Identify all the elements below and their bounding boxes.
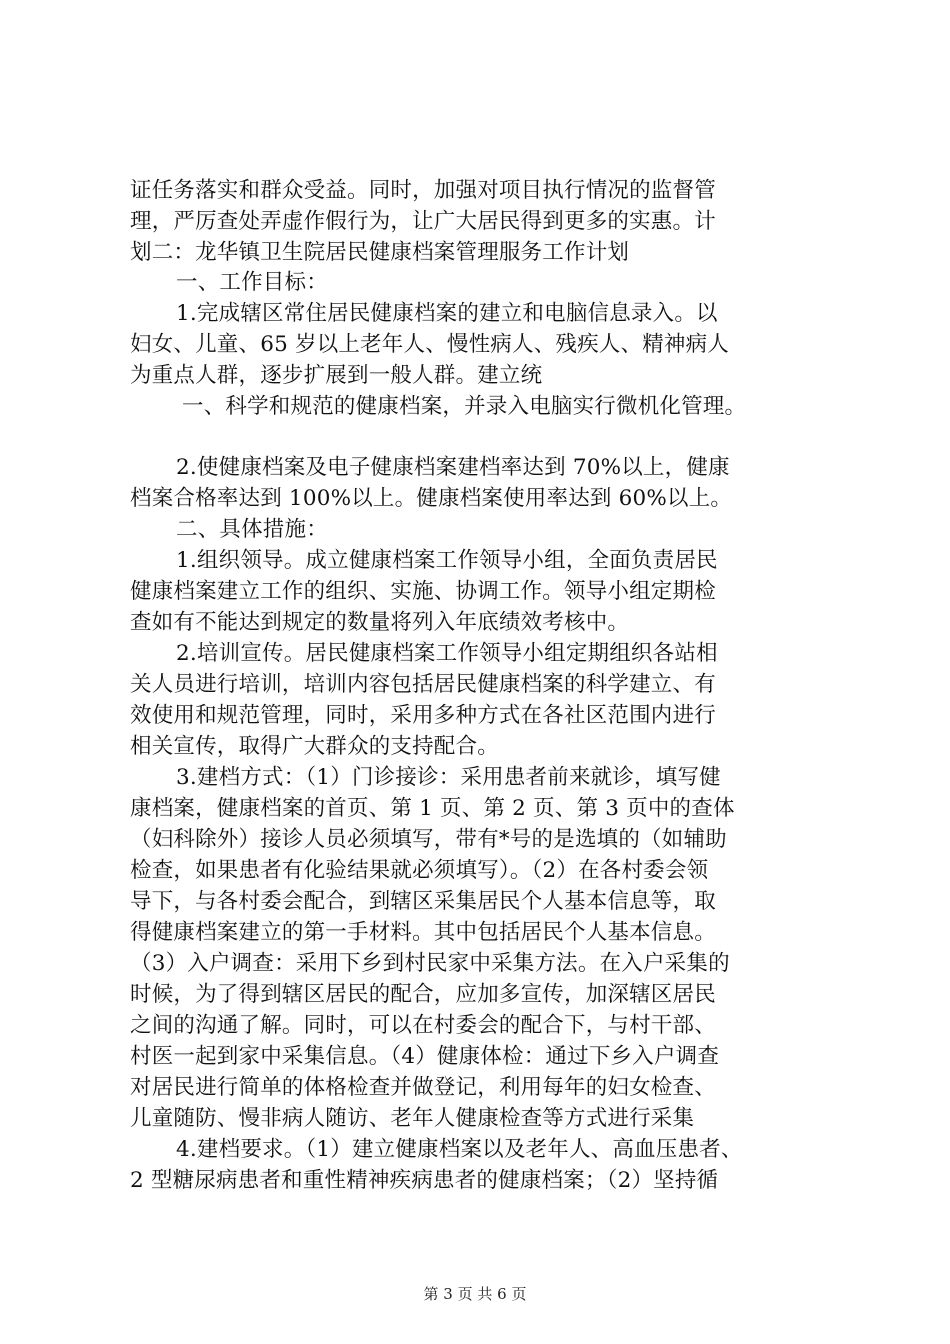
body-text-line: 之间的沟通了解。同时，可以在村委会的配合下，与村干部、 [130, 1013, 716, 1038]
body-text-line: 4.建档要求。（1）建立健康档案以及老年人、高血压患者、 [176, 1137, 743, 1162]
body-text-line: 导下，与各村委会配合，到辖区采集居民个人基本信息等，取 [130, 889, 716, 914]
body-text-line: （妇科除外）接诊人员必须填写，带有*号的是选填的（如辅助 [130, 827, 727, 852]
body-text-line: 2.使健康档案及电子健康档案建档率达到 70%以上，健康 [176, 455, 730, 480]
body-text-line: 康档案，健康档案的首页、第 1 页、第 2 页、第 3 页中的查体 [130, 796, 735, 821]
body-text-line: 2.培训宣传。居民健康档案工作领导小组定期组织各站相 [176, 641, 718, 666]
body-text-line: 档案合格率达到 100%以上。健康档案使用率达到 60%以上。 [130, 486, 733, 511]
section-heading: 一、工作目标： [176, 270, 328, 295]
body-text-line: 划二：龙华镇卫生院居民健康档案管理服务工作计划 [130, 240, 630, 265]
body-text-line: 相关宣传，取得广大群众的支持配合。 [130, 734, 499, 759]
body-text-line: （3）入户调查：采用下乡到村民家中采集方法。在入户采集的 [130, 951, 730, 976]
body-text-line: 查如有不能达到规定的数量将列入年底绩效考核中。 [130, 610, 630, 635]
body-text-line: 妇女、儿童、65 岁以上老年人、慢性病人、残疾人、精神病人 [130, 332, 729, 357]
body-text-line: 一、科学和规范的健康档案，并录入电脑实行微机化管理。 [182, 394, 747, 419]
body-text-line: 效使用和规范管理，同时，采用多种方式在各社区范围内进行 [130, 703, 716, 728]
body-text-line: 健康档案建立工作的组织、实施、协调工作。领导小组定期检 [130, 579, 716, 604]
body-text-line: 检查，如果患者有化验结果就必须填写）。（2）在各村委会领 [130, 858, 709, 883]
body-text-line: 3.建档方式：（1）门诊接诊：采用患者前来就诊，填写健 [176, 765, 721, 790]
body-text-line: 时候，为了得到辖区居民的配合，应加多宣传，加深辖区居民 [130, 982, 716, 1007]
body-text-line: 1.组织领导。成立健康档案工作领导小组，全面负责居民 [176, 548, 718, 573]
body-text-line: 证任务落实和群众受益。同时，加强对项目执行情况的监督管 [130, 178, 716, 203]
body-text-line: 对居民进行简单的体格检查并做登记，利用每年的妇女检查、 [130, 1075, 716, 1100]
body-text-line: 为重点人群，逐步扩展到一般人群。建立统 [130, 363, 543, 388]
body-text-line: 儿童随防、慢非病人随访、老年人健康检查等方式进行采集 [130, 1106, 695, 1131]
section-heading: 二、具体措施： [176, 517, 328, 542]
body-text-line: 得健康档案建立的第一手材料。其中包括居民个人基本信息。 [130, 920, 716, 945]
body-text-line: 2 型糖尿病患者和重性精神疾病患者的健康档案；（2）坚持循 [130, 1168, 719, 1193]
body-text-line: 村医一起到家中采集信息。（4）健康体检：通过下乡入户调查 [130, 1044, 720, 1069]
body-text-line: 1.完成辖区常住居民健康档案的建立和电脑信息录入。以 [176, 301, 718, 326]
body-text-line: 关人员进行培训，培训内容包括居民健康档案的科学建立、有 [130, 672, 716, 697]
page-footer: 第 3 页 共 6 页 [423, 1285, 527, 1303]
body-text-line: 理，严厉查处弄虚作假行为，让广大居民得到更多的实惠。计 [130, 209, 716, 234]
